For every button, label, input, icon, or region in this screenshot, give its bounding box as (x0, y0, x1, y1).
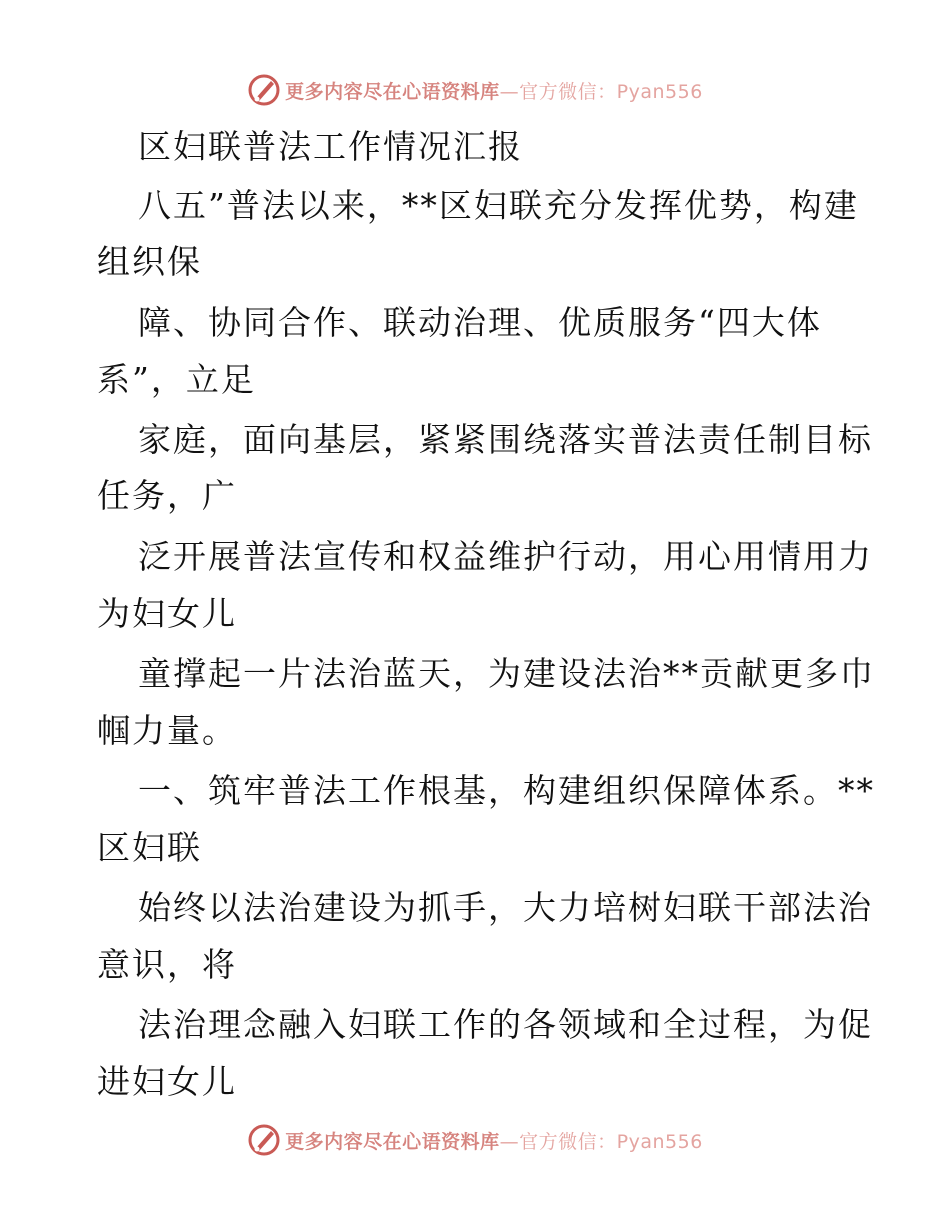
watermark-text (285, 77, 703, 104)
footer-watermark (0, 1120, 950, 1160)
text-line: 家庭，面向基层，紧紧围绕落实普法责任制目标 (138, 420, 873, 459)
text-line: 八五”普法以来，**区妇联充分发挥优势，构建 (138, 186, 859, 225)
text-line: 意识，将 (97, 945, 237, 984)
text-line: 任务，广 (97, 476, 237, 515)
watermark-dash: — (499, 1130, 520, 1153)
text-line: 法治理念融入妇联工作的各领域和全过程，为促 (138, 1005, 873, 1044)
watermark-brand: 更多内容尽在心语资料库 (285, 80, 500, 103)
text-line: 障、协同合作、联动治理、优质服务“四大体 (138, 303, 822, 342)
watermark-dash: — (499, 80, 520, 103)
text-line: 帼力量。 (97, 711, 237, 750)
watermark-contact: 官方微信：Pyan556 (519, 80, 703, 103)
text-line: 一、筑牢普法工作根基，构建组织保障体系。** (138, 771, 875, 810)
watermark-brand: 更多内容尽在心语资料库 (285, 1130, 500, 1153)
text-line: 为妇女儿 (97, 594, 237, 633)
watermark-text (285, 1127, 703, 1154)
text-line: 区妇联 (97, 828, 202, 867)
text-line: 进妇女儿 (97, 1062, 237, 1101)
header-watermark (0, 70, 950, 110)
pen-logo-icon (247, 73, 281, 107)
document-title: 区妇联普法工作情况汇报 (138, 127, 523, 166)
text-line: 系”，立足 (97, 360, 256, 399)
text-line: 组织保 (97, 242, 202, 281)
text-line: 童撑起一片法治蓝天，为建设法治**贡献更多巾 (138, 654, 875, 693)
watermark-contact: 官方微信：Pyan556 (519, 1130, 703, 1153)
text-line: 始终以法治建设为抓手，大力培树妇联干部法治 (138, 888, 873, 927)
pen-logo-icon (247, 1123, 281, 1157)
text-line: 泛开展普法宣传和权益维护行动，用心用情用力 (138, 537, 873, 576)
